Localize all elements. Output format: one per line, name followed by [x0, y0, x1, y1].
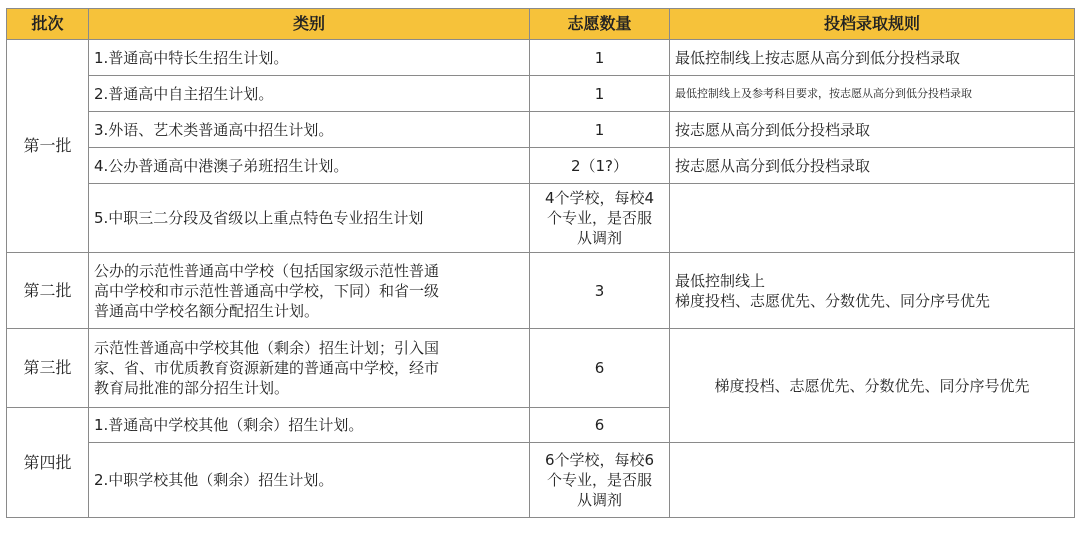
- quota-cell: 6: [530, 329, 670, 408]
- rule-cell: 按志愿从高分到低分投档录取: [670, 112, 1075, 148]
- category-cell: [89, 329, 530, 408]
- rule-cell: 最低控制线上及参考科目要求，按志愿从高分到低分投档录取: [670, 76, 1075, 112]
- category-cell: [89, 253, 530, 329]
- header-batch: 批次: [7, 9, 89, 40]
- category-cell: 2.中职学校其他（剩余）招生计划。: [89, 443, 530, 518]
- quota-cell: [530, 184, 670, 253]
- rule-cell-empty: [670, 443, 1075, 518]
- table-row: [7, 40, 1075, 76]
- header-category: 类别: [89, 9, 530, 40]
- category-line: 公办的示范性普通高中学校（包括国家级示范性普通: [94, 261, 440, 280]
- rule-line: 最低控制线上: [675, 271, 766, 290]
- rule-cell: [670, 253, 1075, 329]
- quota-line: 个专业，是否服: [546, 471, 652, 489]
- batch-3-name: 第三批: [7, 329, 89, 408]
- category-line: 示范性普通高中学校其他（剩余）招生计划；引入国: [94, 339, 440, 357]
- batch-1-name: 第一批: [7, 40, 89, 253]
- rule-cell: 梯度投档、志愿优先、分数优先、同分序号优先: [670, 329, 1075, 443]
- category-line: 家、省、市优质教育资源新建的普通高中学校，经市: [94, 359, 440, 377]
- table-row: [7, 184, 1075, 253]
- header-rule: 投档录取规则: [670, 9, 1075, 40]
- admission-rules-table: [6, 8, 1075, 518]
- quota-line: 从调剂: [576, 229, 622, 247]
- rule-cell-empty: [670, 184, 1075, 253]
- category-cell: 1.普通高中学校其他（剩余）招生计划。: [89, 408, 530, 443]
- header-row: [7, 9, 1075, 40]
- rule-cell: 最低控制线上按志愿从高分到低分投档录取: [670, 40, 1075, 76]
- category-line: 普通高中学校名额分配招生计划。: [94, 301, 320, 320]
- table-row: [7, 112, 1075, 148]
- quota-cell: [530, 443, 670, 518]
- quota-cell: 1: [530, 76, 670, 112]
- quota-line: 个专业，是否服: [546, 209, 652, 227]
- category-line: 高中学校和市示范性普通高中学校，下同）和省一级: [94, 281, 440, 300]
- batch-2-name: 第二批: [7, 253, 89, 329]
- category-cell: 3.外语、艺术类普通高中招生计划。: [89, 112, 530, 148]
- quota-cell: 1: [530, 40, 670, 76]
- category-cell: 1.普通高中特长生招生计划。: [89, 40, 530, 76]
- quota-cell: 1: [530, 112, 670, 148]
- quota-cell: 6: [530, 408, 670, 443]
- quota-cell: 2（1?）: [530, 148, 670, 184]
- quota-line: 从调剂: [576, 491, 622, 509]
- rule-line: 梯度投档、志愿优先、分数优先、同分序号优先: [675, 291, 991, 310]
- rule-cell: 按志愿从高分到低分投档录取: [670, 148, 1075, 184]
- quota-cell: 3: [530, 253, 670, 329]
- table-row: [7, 329, 1075, 408]
- table-row: [7, 443, 1075, 518]
- quota-line: 4个学校，每校4: [544, 189, 655, 207]
- quota-line: 6个学校，每校6: [544, 451, 655, 469]
- table-row: [7, 76, 1075, 112]
- table-row: [7, 148, 1075, 184]
- category-line: 教育局批准的部分招生计划。: [94, 379, 290, 397]
- table-row: [7, 253, 1075, 329]
- category-cell: 2.普通高中自主招生计划。: [89, 76, 530, 112]
- category-cell: 4.公办普通高中港澳子弟班招生计划。: [89, 148, 530, 184]
- batch-4-name: 第四批: [7, 408, 89, 518]
- category-cell: 5.中职三二分段及省级以上重点特色专业招生计划: [89, 184, 530, 253]
- header-quota: 志愿数量: [530, 9, 670, 40]
